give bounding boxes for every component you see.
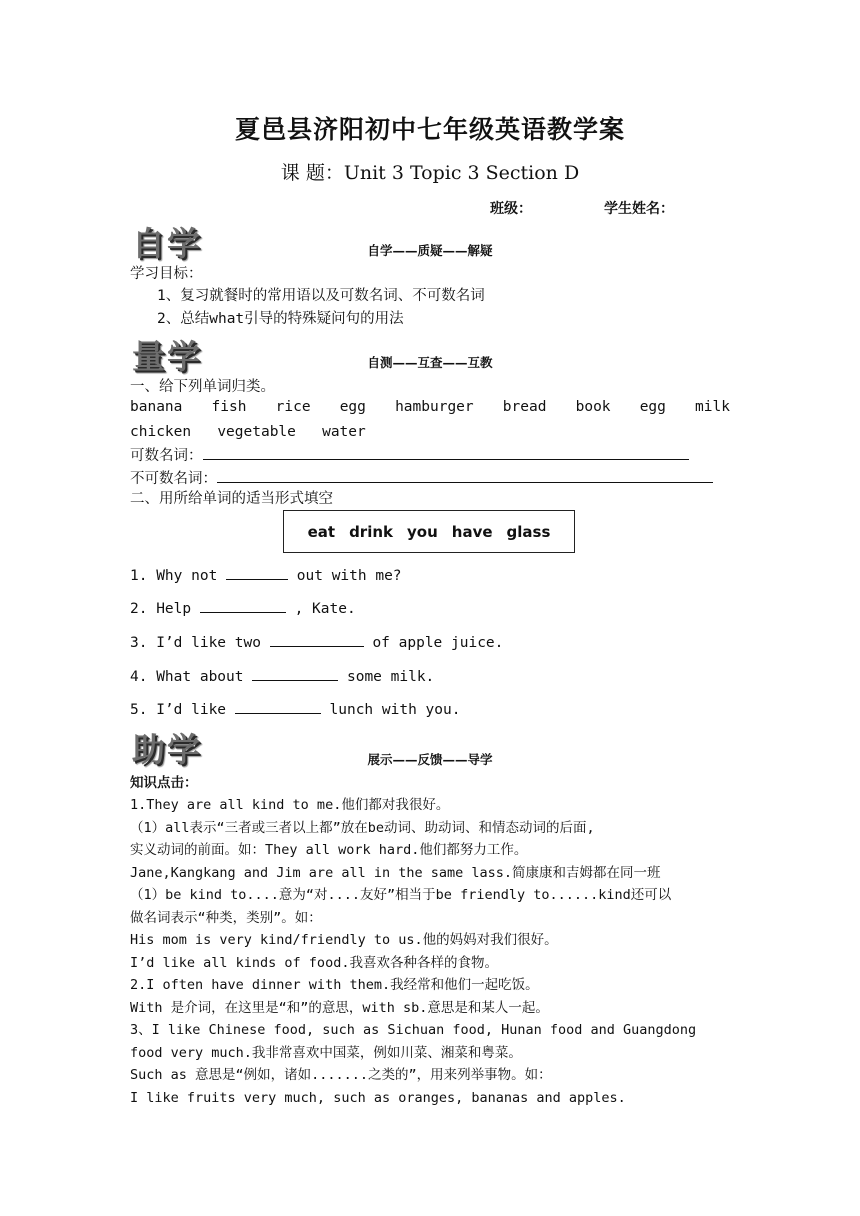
word-item: egg (639, 399, 666, 415)
lesson-subtitle: 课 题：Unit 3 Topic 3 Section D (280, 162, 580, 184)
class-label: 班级： (490, 201, 532, 217)
answer-blank[interactable] (200, 598, 286, 613)
word-list-row (130, 399, 730, 415)
word-item: book (575, 399, 611, 415)
note-line: （1）be kind to....意为“对....友好”相当于be friendly to......kind还可以 (130, 887, 672, 903)
self-study-heading: 自学——质疑——解疑 (367, 243, 493, 258)
goal-item: 2、总结what引导的特殊疑问句的用法 (157, 311, 404, 327)
word-bank-item: glass (506, 522, 551, 541)
answer-blank[interactable] (226, 565, 288, 580)
question-text: some milk. (346, 669, 435, 685)
uncountable-row (130, 467, 713, 490)
word-item: water (322, 424, 366, 440)
answer-blank[interactable] (252, 666, 338, 681)
question-4 (130, 666, 434, 685)
note-line: 3、I like Chinese food, such as Sichuan food, Hunan food and Guangdong (130, 1022, 697, 1038)
question-1 (130, 565, 402, 584)
question-text: of apple juice. (372, 635, 504, 651)
word-item: banana (130, 399, 183, 415)
word-item: chicken (130, 424, 192, 440)
question-number: 1. (130, 568, 148, 584)
question-3 (130, 632, 503, 651)
word-item: milk (695, 399, 730, 415)
note-line: 2.I often have dinner with them.我经常和他们一起吃饭。 (130, 977, 539, 993)
answer-blank[interactable] (270, 632, 364, 647)
question-text: I’d like (156, 702, 227, 718)
word-bank-item: have (451, 522, 493, 541)
word-item: bread (502, 399, 547, 415)
countable-row (130, 444, 689, 467)
question-text: What about (156, 669, 244, 685)
note-line: Such as 意思是“例如，诸如.......之类的”，用来列举事物。如： (130, 1067, 552, 1083)
countable-answer-line[interactable] (203, 444, 689, 460)
goals-label: 学习目标： (130, 266, 203, 282)
note-line: 实义动词的前面。如：They all work hard.他们都努力工作。 (130, 842, 528, 858)
uncountable-label: 不可数名词： (130, 471, 217, 487)
question-text: out with me? (296, 568, 402, 584)
question-5 (130, 699, 460, 718)
question-text: I’d like two (156, 635, 261, 651)
word-bank-item: eat (307, 522, 336, 541)
note-line: His mom is very kind/friendly to us.他的妈妈对我们很好。 (130, 932, 558, 948)
word-item: hamburger (395, 399, 474, 415)
self-study-badge: 自学 (132, 224, 202, 263)
note-line: （1）all表示“三者或三者以上都”放在be动词、助动词、和情态动词的后面, (130, 820, 595, 836)
note-line: I’d like all kinds of food.我喜欢各种各样的食物。 (130, 955, 498, 971)
note-line: I like fruits very much, such as oranges, bananas and apples. (130, 1090, 626, 1106)
practice-heading: 自测——互查——互教 (367, 355, 493, 370)
note-line: 1.They are all kind to me.他们都对我很好。 (130, 797, 450, 813)
question-number: 3. (130, 635, 148, 651)
question-text: lunch with you. (329, 702, 461, 718)
word-item: egg (339, 399, 366, 415)
guided-study-heading: 展示——反馈——导学 (367, 752, 493, 767)
word-bank-item: drink (349, 522, 393, 541)
word-item: vegetable (217, 424, 296, 440)
word-bank-box (283, 510, 575, 553)
question-text: Why not (156, 568, 218, 584)
guided-study-badge: 助学 (132, 730, 202, 769)
uncountable-answer-line[interactable] (217, 467, 713, 483)
note-line: food very much.我非常喜欢中国菜，例如川菜、湘菜和粤菜。 (130, 1045, 522, 1061)
points-label: 知识点击： (130, 775, 198, 791)
countable-label: 可数名词： (130, 448, 203, 464)
question-number: 2. (130, 601, 148, 617)
note-line: Jane,Kangkang and Jim are all in the same lass.简康康和吉姆都在同一班 (130, 865, 661, 881)
question-text: Help (156, 601, 192, 617)
word-bank-item: you (407, 522, 438, 541)
question-2 (130, 598, 356, 617)
page-title: 夏邑县济阳初中七年级英语教学案 (234, 115, 625, 144)
goal-item: 1、复习就餐时的常用语以及可数名词、不可数名词 (157, 288, 485, 304)
word-item: rice (275, 399, 311, 415)
word-item: fish (211, 399, 247, 415)
part1-title: 一、给下列单词归类。 (130, 379, 275, 395)
question-text: , Kate. (294, 601, 356, 617)
answer-blank[interactable] (235, 699, 321, 714)
part2-title: 二、用所给单词的适当形式填空 (130, 491, 333, 507)
question-number: 5. (130, 702, 148, 718)
note-line: 做名词表示“种类，类别”。如： (130, 910, 322, 926)
student-name-label: 学生姓名： (604, 201, 674, 217)
question-number: 4. (130, 669, 148, 685)
note-line: With 是介词，在这里是“和”的意思，with sb.意思是和某人一起。 (130, 1000, 549, 1016)
practice-badge: 量学 (132, 337, 202, 376)
word-list-row-2 (130, 421, 366, 443)
